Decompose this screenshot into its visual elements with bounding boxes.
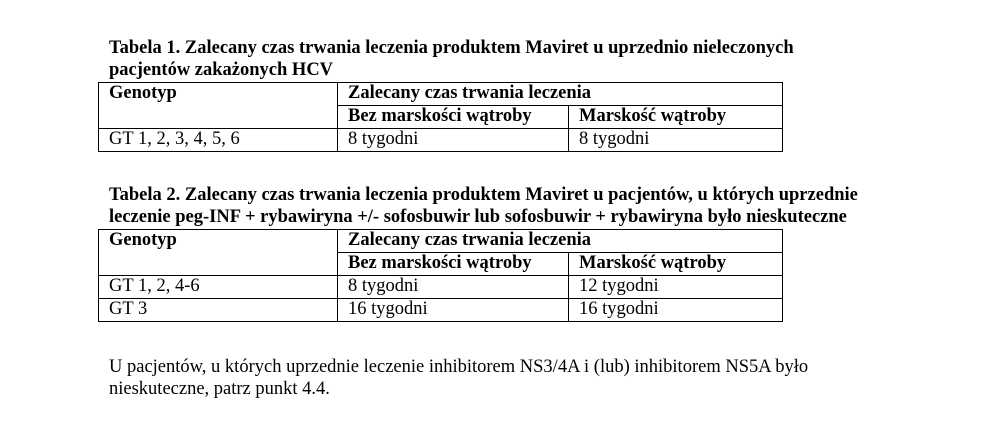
table1-caption-line2: pacjentów zakażonych HCV <box>109 60 334 80</box>
table2-header-duration: Zalecany czas trwania leczenia <box>338 230 783 253</box>
table1-header-cirrhosis: Marskość wątroby <box>569 106 783 129</box>
table2-header-genotype: Genotyp <box>99 230 338 276</box>
table2-header-no-cirrhosis: Bez marskości wątroby <box>338 253 569 276</box>
table1-cell-genotype: GT 1, 2, 3, 4, 5, 6 <box>99 129 338 152</box>
table1-cell-no-cirrhosis: 8 tygodni <box>338 129 569 152</box>
table1-caption <box>109 37 794 81</box>
table2-caption <box>109 184 858 228</box>
table-row <box>99 129 783 152</box>
table2-header-cirrhosis: Marskość wątroby <box>569 253 783 276</box>
table2-cell-genotype: GT 3 <box>99 299 338 322</box>
note-paragraph <box>109 356 929 400</box>
table2-cell-genotype: GT 1, 2, 4-6 <box>99 276 338 299</box>
table-row <box>99 299 783 322</box>
table1-cell-cirrhosis: 8 tygodni <box>569 129 783 152</box>
note-line1: U pacjentów, u których uprzednie leczenie inhibitorem NS3/4A i (lub) inhibitorem NS5A było <box>109 357 809 377</box>
table-row <box>99 276 783 299</box>
table1-caption-line1: Tabela 1. Zalecany czas trwania leczenia produktem Maviret u uprzednio nieleczonych <box>109 38 794 58</box>
note-line2: nieskuteczne, patrz punkt 4.4. <box>109 379 330 399</box>
table1-header-genotype: Genotyp <box>99 83 338 129</box>
table1-header-row <box>99 83 783 106</box>
table2-cell-cirrhosis: 12 tygodni <box>569 276 783 299</box>
table2 <box>98 229 783 322</box>
table2-caption-line1: Tabela 2. Zalecany czas trwania leczenia produktem Maviret u pacjentów, u których uprzednie <box>109 185 858 205</box>
table2-caption-line2: leczenie peg-INF + rybawiryna +/- sofosbuwir lub sofosbuwir + rybawiryna było nieskuteczne <box>109 207 847 227</box>
table2-cell-no-cirrhosis: 8 tygodni <box>338 276 569 299</box>
table1 <box>98 82 783 152</box>
table2-cell-cirrhosis: 16 tygodni <box>569 299 783 322</box>
table1-header-no-cirrhosis: Bez marskości wątroby <box>338 106 569 129</box>
table2-cell-no-cirrhosis: 16 tygodni <box>338 299 569 322</box>
table2-header-row <box>99 230 783 253</box>
table1-header-duration: Zalecany czas trwania leczenia <box>338 83 783 106</box>
